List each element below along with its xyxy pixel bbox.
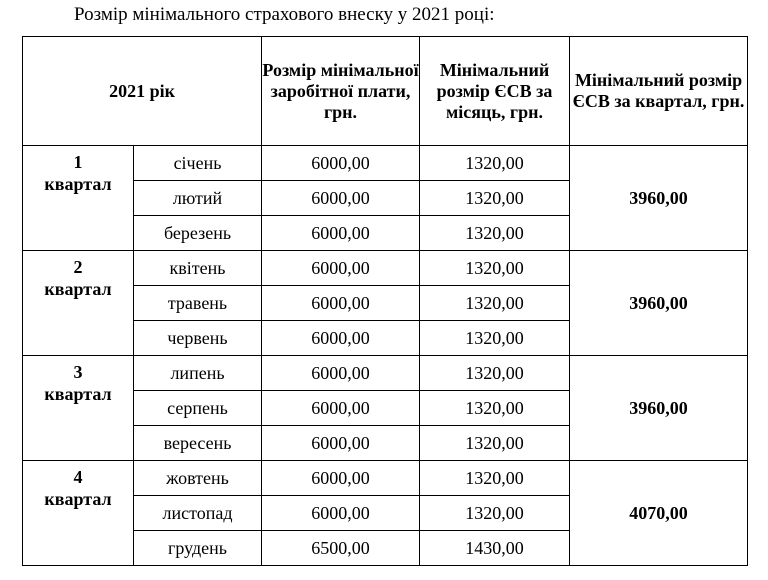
min-wage-value: 6000,00 [262,391,420,426]
quarter-number: 2 [73,257,83,277]
quarter-number: 4 [73,467,83,487]
table-body [23,146,748,566]
esv-table [22,36,748,566]
month-name: вересень [134,426,262,461]
month-name: січень [134,146,262,181]
month-name: березень [134,216,262,251]
esv-month-value: 1430,00 [420,531,570,566]
month-name: серпень [134,391,262,426]
quarter-word: квартал [44,384,112,404]
min-wage-value: 6000,00 [262,461,420,496]
month-name: листопад [134,496,262,531]
esv-month-value: 1320,00 [420,321,570,356]
min-wage-value: 6500,00 [262,531,420,566]
month-name: лютий [134,181,262,216]
esv-month-value: 1320,00 [420,181,570,216]
table-row [23,251,748,286]
header-year: 2021 рік [23,37,262,146]
table-row [23,146,748,181]
header-min-wage: Розмір мінімальної заробітної плати, грн. [262,37,420,146]
month-name: липень [134,356,262,391]
min-wage-value: 6000,00 [262,356,420,391]
quarter-number: 1 [73,152,83,172]
month-name: червень [134,321,262,356]
esv-month-value: 1320,00 [420,356,570,391]
min-wage-value: 6000,00 [262,426,420,461]
quarter-label [23,461,134,566]
table-header-row [23,37,748,146]
min-wage-value: 6000,00 [262,496,420,531]
quarter-word: квартал [44,489,112,509]
month-name: жовтень [134,461,262,496]
quarter-number: 3 [73,362,83,382]
esv-month-value: 1320,00 [420,461,570,496]
header-esv-month: Мінімальний розмір ЄСВ за місяць, грн. [420,37,570,146]
min-wage-value: 6000,00 [262,146,420,181]
month-name: травень [134,286,262,321]
esv-quarter-total: 4070,00 [570,461,748,566]
min-wage-value: 6000,00 [262,251,420,286]
min-wage-value: 6000,00 [262,216,420,251]
quarter-word: квартал [44,279,112,299]
esv-month-value: 1320,00 [420,426,570,461]
min-wage-value: 6000,00 [262,321,420,356]
table-row [23,356,748,391]
esv-month-value: 1320,00 [420,496,570,531]
table-caption: Розмір мінімального страхового внеску у 2021 році: [74,4,495,25]
min-wage-value: 6000,00 [262,286,420,321]
header-esv-quarter: Мінімальний розмір ЄСВ за квартал, грн. [570,37,748,146]
esv-month-value: 1320,00 [420,391,570,426]
esv-quarter-total: 3960,00 [570,356,748,461]
esv-quarter-total: 3960,00 [570,251,748,356]
esv-month-value: 1320,00 [420,286,570,321]
quarter-word: квартал [44,174,112,194]
esv-quarter-total: 3960,00 [570,146,748,251]
month-name: грудень [134,531,262,566]
quarter-label [23,251,134,356]
table-row [23,461,748,496]
esv-month-value: 1320,00 [420,251,570,286]
quarter-label [23,146,134,251]
min-wage-value: 6000,00 [262,181,420,216]
esv-month-value: 1320,00 [420,216,570,251]
quarter-label [23,356,134,461]
month-name: квітень [134,251,262,286]
esv-month-value: 1320,00 [420,146,570,181]
